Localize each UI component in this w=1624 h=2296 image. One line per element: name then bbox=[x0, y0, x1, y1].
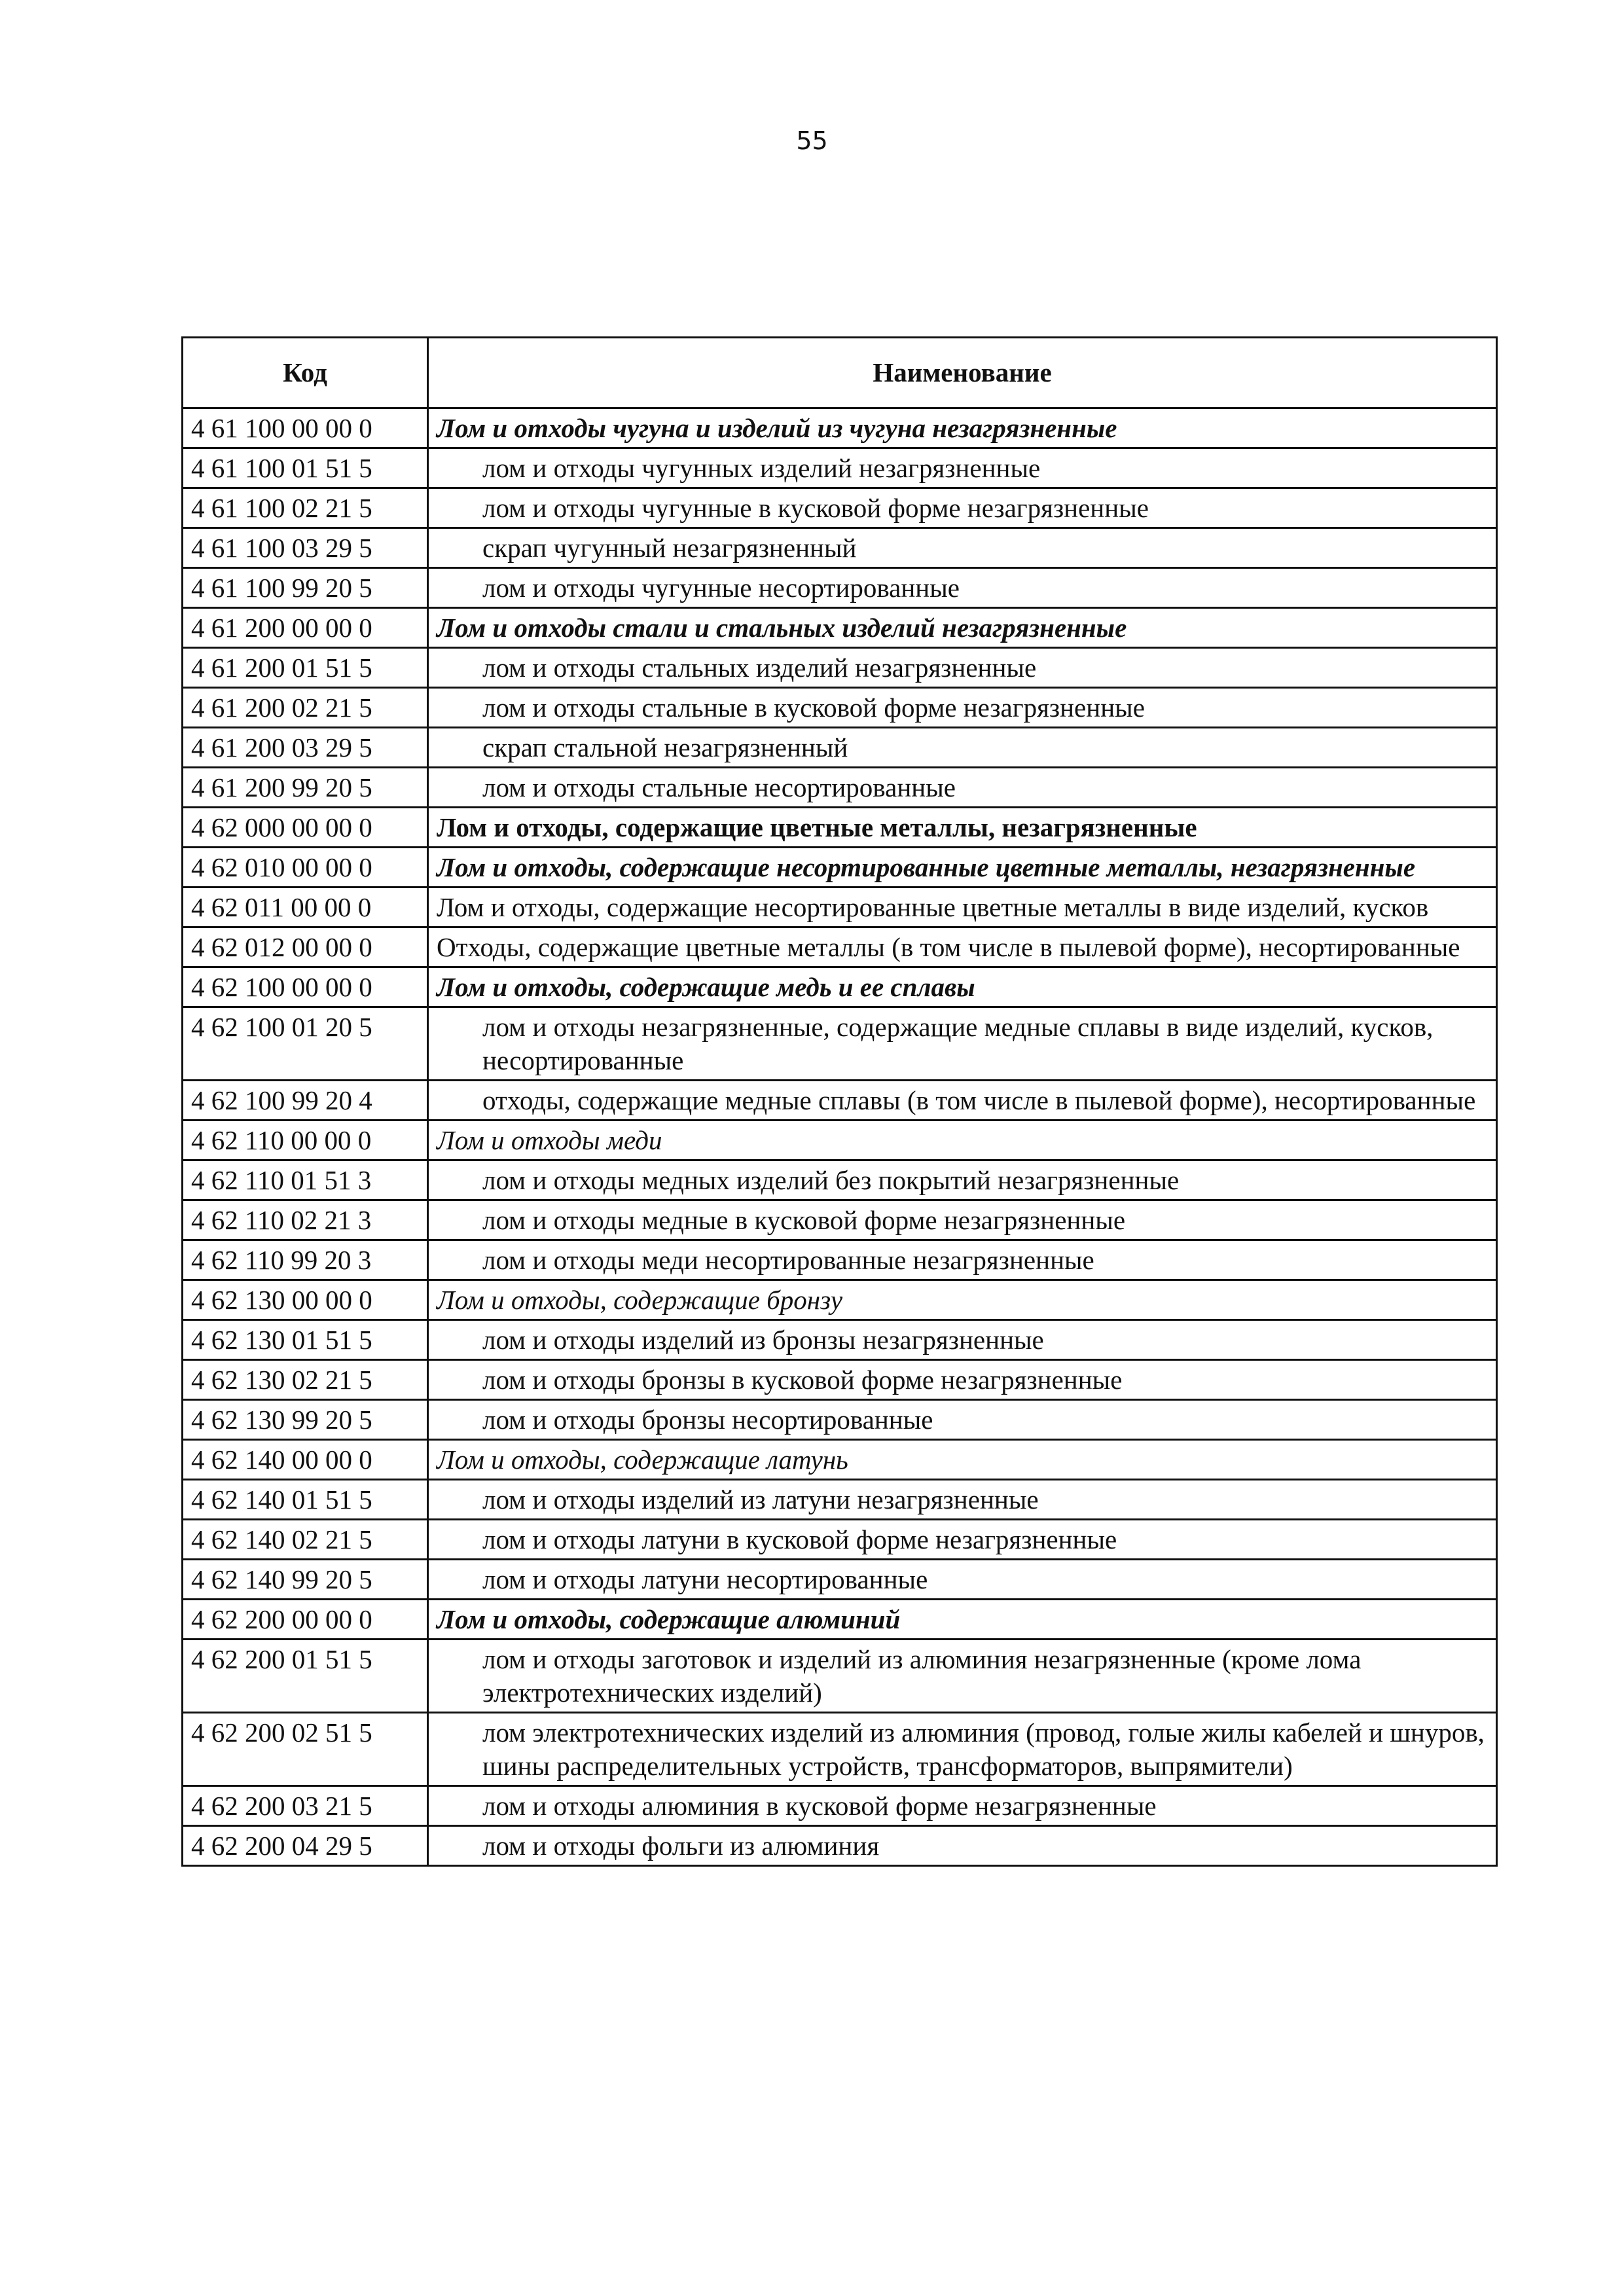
waste-code-cell: 4 62 012 00 00 0 bbox=[183, 927, 428, 967]
table-row bbox=[183, 1440, 1497, 1480]
table-row bbox=[183, 608, 1497, 648]
waste-code-cell: 4 62 110 00 00 0 bbox=[183, 1121, 428, 1160]
table-row bbox=[183, 1826, 1497, 1866]
waste-name-cell: Лом и отходы стали и стальных изделий незагрязненные bbox=[428, 608, 1497, 648]
waste-name-cell: лом и отходы чугунные в кусковой форме незагрязненные bbox=[428, 488, 1497, 528]
waste-code-cell: 4 62 100 99 20 4 bbox=[183, 1081, 428, 1121]
waste-code-cell: 4 62 110 02 21 3 bbox=[183, 1200, 428, 1240]
waste-classification-table bbox=[181, 336, 1498, 1867]
table-header-row bbox=[183, 338, 1497, 408]
table-row bbox=[183, 1280, 1497, 1320]
waste-code-cell: 4 61 200 00 00 0 bbox=[183, 608, 428, 648]
waste-name-cell: Лом и отходы, содержащие алюминий bbox=[428, 1600, 1497, 1640]
waste-name-cell: Лом и отходы, содержащие несортированные цветные металлы, незагрязненные bbox=[428, 848, 1497, 888]
waste-name-cell: лом и отходы стальные несортированные bbox=[428, 768, 1497, 808]
waste-code-cell: 4 62 200 03 21 5 bbox=[183, 1786, 428, 1826]
table-row bbox=[183, 1786, 1497, 1826]
table-row bbox=[183, 1713, 1497, 1786]
waste-code-cell: 4 62 110 99 20 3 bbox=[183, 1240, 428, 1280]
waste-code-cell: 4 62 100 01 20 5 bbox=[183, 1007, 428, 1081]
waste-name-cell: Лом и отходы, содержащие несортированные цветные металлы в виде изделий, кусков bbox=[428, 888, 1497, 927]
table-row bbox=[183, 1081, 1497, 1121]
waste-code-cell: 4 62 011 00 00 0 bbox=[183, 888, 428, 927]
waste-name-cell: Отходы, содержащие цветные металлы (в том числе в пылевой форме), несортированные bbox=[428, 927, 1497, 967]
waste-name-cell: отходы, содержащие медные сплавы (в том числе в пылевой форме), несортированные bbox=[428, 1081, 1497, 1121]
table-row bbox=[183, 448, 1497, 488]
waste-name-cell: лом и отходы меди несортированные незагрязненные bbox=[428, 1240, 1497, 1280]
waste-code-cell: 4 62 140 99 20 5 bbox=[183, 1560, 428, 1600]
waste-name-cell: лом и отходы латуни в кусковой форме незагрязненные bbox=[428, 1520, 1497, 1560]
waste-name-cell: лом и отходы чугунные несортированные bbox=[428, 568, 1497, 608]
waste-code-cell: 4 62 130 02 21 5 bbox=[183, 1360, 428, 1400]
waste-name-cell: Лом и отходы, содержащие латунь bbox=[428, 1440, 1497, 1480]
waste-code-cell: 4 62 140 00 00 0 bbox=[183, 1440, 428, 1480]
waste-code-cell: 4 62 140 01 51 5 bbox=[183, 1480, 428, 1520]
table-row bbox=[183, 488, 1497, 528]
table-row bbox=[183, 648, 1497, 688]
waste-name-cell: лом и отходы заготовок и изделий из алюминия незагрязненные (кроме лома электротехнических изделий) bbox=[428, 1640, 1497, 1713]
waste-code-cell: 4 61 200 99 20 5 bbox=[183, 768, 428, 808]
waste-name-cell: лом и отходы бронзы в кусковой форме незагрязненные bbox=[428, 1360, 1497, 1400]
waste-name-cell: лом и отходы стальные в кусковой форме незагрязненные bbox=[428, 688, 1497, 728]
waste-name-cell: лом и отходы бронзы несортированные bbox=[428, 1400, 1497, 1440]
table-row bbox=[183, 1320, 1497, 1360]
table-row bbox=[183, 967, 1497, 1007]
table-row bbox=[183, 927, 1497, 967]
waste-name-cell: скрап чугунный незагрязненный bbox=[428, 528, 1497, 568]
table-row bbox=[183, 528, 1497, 568]
waste-name-cell: Лом и отходы, содержащие цветные металлы, незагрязненные bbox=[428, 808, 1497, 848]
table-row bbox=[183, 1240, 1497, 1280]
table-row bbox=[183, 728, 1497, 768]
waste-code-cell: 4 62 100 00 00 0 bbox=[183, 967, 428, 1007]
waste-code-cell: 4 61 100 01 51 5 bbox=[183, 448, 428, 488]
waste-code-cell: 4 62 130 01 51 5 bbox=[183, 1320, 428, 1360]
waste-name-cell: Лом и отходы, содержащие бронзу bbox=[428, 1280, 1497, 1320]
waste-code-cell: 4 61 200 03 29 5 bbox=[183, 728, 428, 768]
waste-code-cell: 4 62 000 00 00 0 bbox=[183, 808, 428, 848]
waste-code-cell: 4 62 010 00 00 0 bbox=[183, 848, 428, 888]
waste-name-cell: лом и отходы чугунных изделий незагрязненные bbox=[428, 448, 1497, 488]
waste-name-cell: лом и отходы незагрязненные, содержащие медные сплавы в виде изделий, кусков, несортированные bbox=[428, 1007, 1497, 1081]
waste-name-cell: лом и отходы стальных изделий незагрязненные bbox=[428, 648, 1497, 688]
waste-code-cell: 4 61 100 03 29 5 bbox=[183, 528, 428, 568]
waste-name-cell: лом электротехнических изделий из алюминия (провод, голые жилы кабелей и шнуров, шины распределительных устройств, трансформаторов, выпрямители) bbox=[428, 1713, 1497, 1786]
waste-code-cell: 4 62 200 02 51 5 bbox=[183, 1713, 428, 1786]
table-row bbox=[183, 1121, 1497, 1160]
waste-name-cell: Лом и отходы, содержащие медь и ее сплавы bbox=[428, 967, 1497, 1007]
waste-code-cell: 4 61 100 02 21 5 bbox=[183, 488, 428, 528]
table-row bbox=[183, 408, 1497, 448]
table-row bbox=[183, 1007, 1497, 1081]
waste-name-cell: лом и отходы изделий из латуни незагрязненные bbox=[428, 1480, 1497, 1520]
waste-code-cell: 4 62 130 00 00 0 bbox=[183, 1280, 428, 1320]
table-row bbox=[183, 1640, 1497, 1713]
table-row bbox=[183, 1520, 1497, 1560]
waste-name-cell: лом и отходы изделий из бронзы незагрязненные bbox=[428, 1320, 1497, 1360]
waste-code-cell: 4 62 200 04 29 5 bbox=[183, 1826, 428, 1866]
waste-name-cell: лом и отходы алюминия в кусковой форме незагрязненные bbox=[428, 1786, 1497, 1826]
table-row bbox=[183, 1400, 1497, 1440]
column-header-name: Наименование bbox=[428, 338, 1497, 408]
waste-name-cell: лом и отходы фольги из алюминия bbox=[428, 1826, 1497, 1866]
table-row bbox=[183, 808, 1497, 848]
table-row bbox=[183, 1360, 1497, 1400]
waste-code-cell: 4 62 130 99 20 5 bbox=[183, 1400, 428, 1440]
table-row bbox=[183, 1560, 1497, 1600]
table-row bbox=[183, 888, 1497, 927]
table-row bbox=[183, 688, 1497, 728]
waste-name-cell: Лом и отходы чугуна и изделий из чугуна незагрязненные bbox=[428, 408, 1497, 448]
waste-code-cell: 4 61 100 99 20 5 bbox=[183, 568, 428, 608]
waste-code-cell: 4 61 200 02 21 5 bbox=[183, 688, 428, 728]
waste-code-cell: 4 61 100 00 00 0 bbox=[183, 408, 428, 448]
waste-code-cell: 4 62 200 00 00 0 bbox=[183, 1600, 428, 1640]
table-row bbox=[183, 768, 1497, 808]
table-row bbox=[183, 1480, 1497, 1520]
waste-name-cell: скрап стальной незагрязненный bbox=[428, 728, 1497, 768]
table-row bbox=[183, 1600, 1497, 1640]
waste-name-cell: Лом и отходы меди bbox=[428, 1121, 1497, 1160]
waste-name-cell: лом и отходы латуни несортированные bbox=[428, 1560, 1497, 1600]
waste-name-cell: лом и отходы медных изделий без покрытий незагрязненные bbox=[428, 1160, 1497, 1200]
table-row bbox=[183, 1200, 1497, 1240]
table-row bbox=[183, 848, 1497, 888]
waste-code-cell: 4 62 110 01 51 3 bbox=[183, 1160, 428, 1200]
waste-name-cell: лом и отходы медные в кусковой форме незагрязненные bbox=[428, 1200, 1497, 1240]
waste-code-cell: 4 61 200 01 51 5 bbox=[183, 648, 428, 688]
waste-code-cell: 4 62 200 01 51 5 bbox=[183, 1640, 428, 1713]
table-row bbox=[183, 1160, 1497, 1200]
column-header-code: Код bbox=[183, 338, 428, 408]
page-number: 55 bbox=[796, 126, 828, 155]
waste-code-cell: 4 62 140 02 21 5 bbox=[183, 1520, 428, 1560]
table-body bbox=[183, 408, 1497, 1866]
table-row bbox=[183, 568, 1497, 608]
